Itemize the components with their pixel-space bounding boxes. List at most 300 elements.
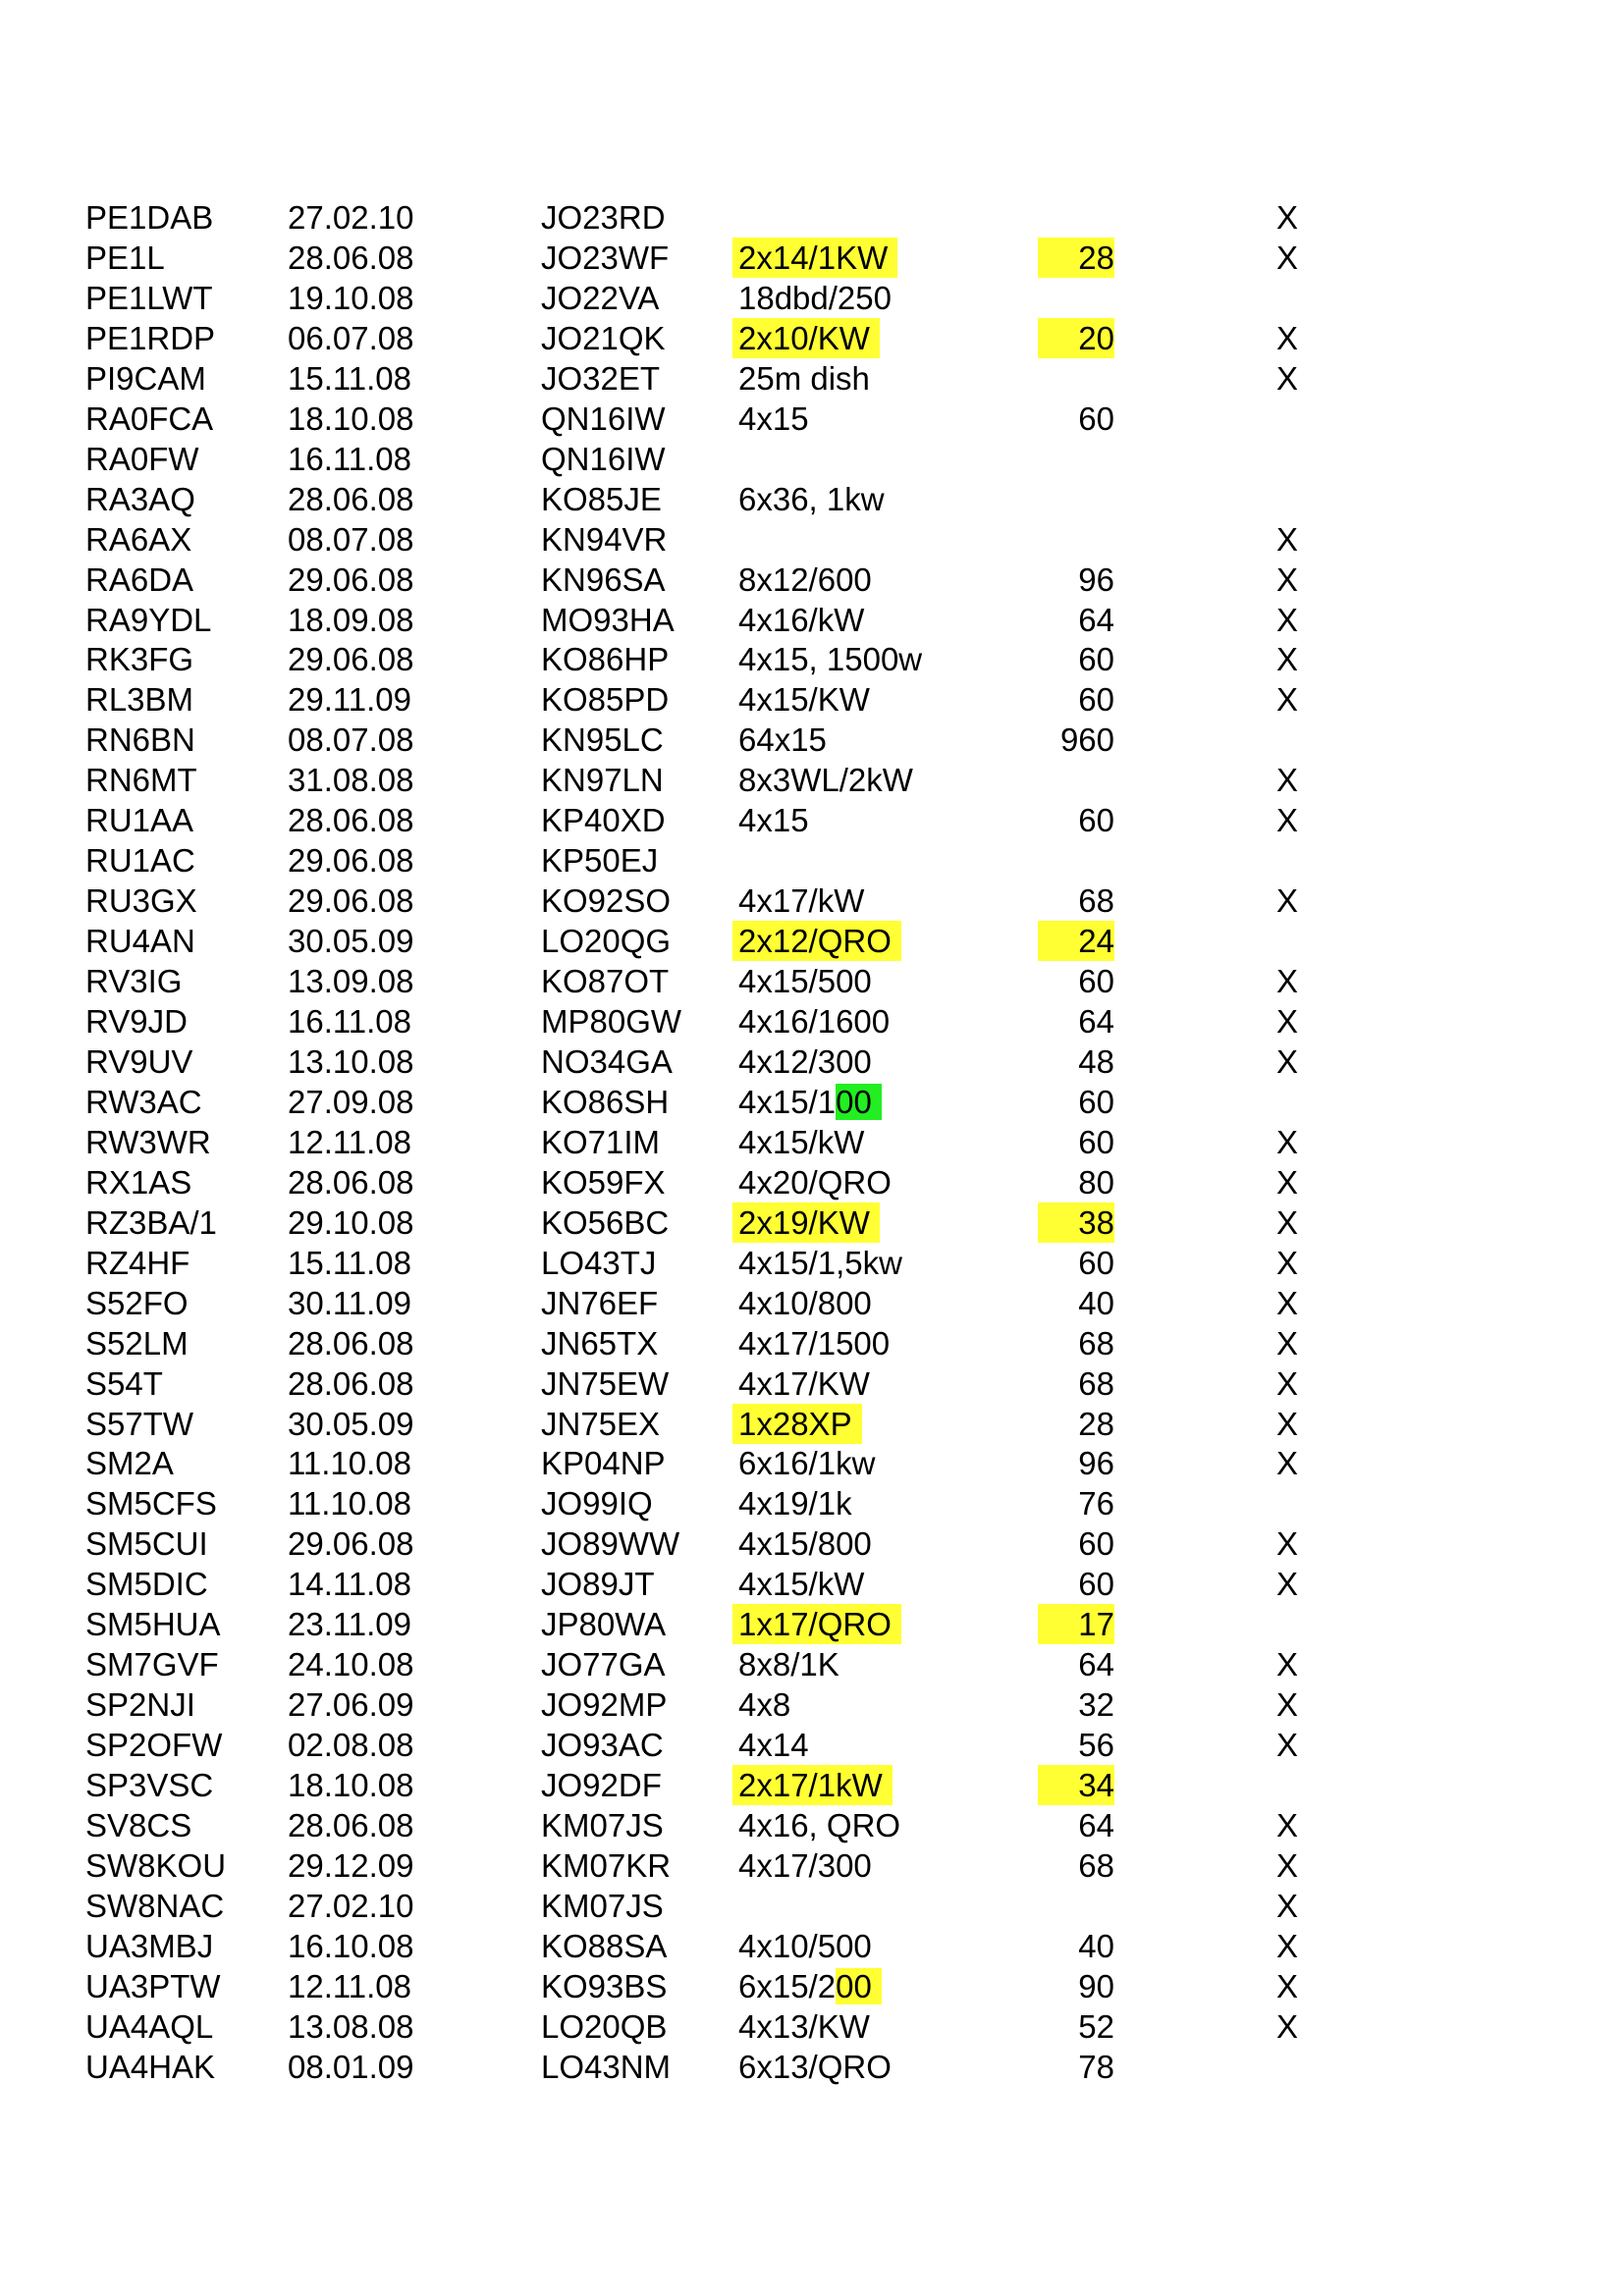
callsign-cell: RV3IG	[85, 963, 183, 1000]
antenna-text: 4x15/kW	[738, 1566, 865, 1603]
table-row	[0, 1966, 1623, 2006]
element-count-cell: 60	[1078, 1123, 1114, 1160]
confirmed-mark: X	[1276, 1244, 1299, 1281]
element-count-cell: 40	[1078, 1284, 1114, 1321]
callsign-cell: RA0FCA	[85, 400, 214, 437]
locator-cell: KN94VR	[541, 520, 668, 558]
callsign-cell: RZ4HF	[85, 1244, 190, 1281]
confirmed-mark: X	[1276, 199, 1299, 236]
confirmed-mark: X	[1276, 1927, 1299, 1964]
antenna-text: 4x15	[738, 802, 809, 839]
antenna-cell	[738, 479, 885, 519]
antenna-cell	[738, 1162, 892, 1202]
locator-cell: KO92SO	[541, 882, 672, 920]
table-row	[0, 921, 1623, 961]
element-count-cell: 60	[1078, 641, 1114, 678]
confirmed-mark: X	[1276, 1727, 1299, 1764]
confirmed-mark: X	[1276, 963, 1299, 1000]
antenna-cell	[738, 358, 870, 399]
confirmed-mark: X	[1276, 1967, 1299, 2004]
element-count-cell: 96	[1078, 561, 1114, 598]
element-count-cell: 68	[1078, 1846, 1114, 1884]
antenna-text: 4x12/300	[738, 1042, 872, 1080]
table-row	[0, 961, 1623, 1001]
callsign-cell: S52LM	[85, 1324, 189, 1362]
date-cell: 30.05.09	[288, 923, 414, 960]
date-cell: 30.05.09	[288, 1405, 414, 1442]
date-cell: 29.06.08	[288, 561, 414, 598]
callsign-cell: RU1AC	[85, 842, 195, 880]
callsign-cell: SW8NAC	[85, 1887, 225, 1924]
confirmed-mark: X	[1276, 681, 1299, 719]
antenna-cell	[738, 1483, 852, 1523]
antenna-cell	[738, 760, 913, 800]
antenna-text: 4x16/1600	[738, 1003, 891, 1040]
antenna-cell	[738, 1323, 890, 1363]
locator-cell: JN75EX	[541, 1405, 661, 1442]
antenna-cell	[738, 278, 892, 318]
table-row	[0, 560, 1623, 600]
locator-cell: JO32ET	[541, 359, 661, 397]
date-cell: 29.10.08	[288, 1203, 414, 1241]
locator-cell: KP50EJ	[541, 842, 659, 880]
antenna-text: 4x20/QRO	[738, 1163, 892, 1201]
table-row	[0, 197, 1623, 238]
locator-cell: LO43TJ	[541, 1244, 657, 1281]
table-row	[0, 1523, 1623, 1564]
date-cell: 08.01.09	[288, 2048, 414, 2085]
callsign-cell: RU4AN	[85, 923, 195, 960]
confirmed-mark: X	[1276, 2007, 1299, 2045]
table-row	[0, 1323, 1623, 1363]
locator-cell: JO92MP	[541, 1686, 668, 1724]
table-row	[0, 679, 1623, 720]
antenna-text: 4x10/500	[738, 1927, 872, 1964]
callsign-cell: SP2OFW	[85, 1727, 223, 1764]
table-row	[0, 1564, 1623, 1604]
confirmed-mark: X	[1276, 1887, 1299, 1924]
antenna-text: 4x15	[738, 400, 809, 437]
callsign-cell: RA6AX	[85, 520, 192, 558]
table-row	[0, 800, 1623, 840]
element-count-cell: 38	[1038, 1202, 1114, 1243]
antenna-text: 4x16/kW	[738, 601, 865, 638]
confirmed-mark: X	[1276, 762, 1299, 799]
date-cell: 28.06.08	[288, 1807, 414, 1843]
antenna-cell	[732, 1765, 893, 1805]
antenna-cell	[738, 1041, 872, 1082]
element-count-cell: 90	[1078, 1967, 1114, 2004]
table-row	[0, 1765, 1623, 1805]
date-cell: 15.11.08	[288, 1244, 412, 1281]
callsign-cell: RX1AS	[85, 1163, 192, 1201]
confirmed-mark: X	[1276, 1525, 1299, 1563]
antenna-cell	[738, 1926, 872, 1966]
antenna-text: 8x3WL/2kW	[738, 762, 913, 799]
table-row	[0, 1243, 1623, 1283]
antenna-text: 4x10/800	[738, 1284, 872, 1321]
date-cell: 29.06.08	[288, 882, 414, 920]
table-row	[0, 1644, 1623, 1684]
table-row	[0, 1483, 1623, 1523]
locator-cell: KO85PD	[541, 681, 670, 719]
antenna-cell	[738, 1001, 890, 1041]
antenna-cell	[738, 1443, 875, 1483]
table-row	[0, 1202, 1623, 1243]
locator-cell: KP04NP	[541, 1445, 666, 1482]
callsign-cell: SW8KOU	[85, 1846, 227, 1884]
callsign-cell: S57TW	[85, 1405, 194, 1442]
antenna-cell	[738, 1363, 870, 1404]
confirmed-mark: X	[1276, 601, 1299, 638]
locator-cell: KM07JS	[541, 1887, 664, 1924]
date-cell: 29.11.09	[288, 681, 412, 719]
date-cell: 29.06.08	[288, 842, 414, 880]
antenna-cell	[738, 600, 864, 640]
locator-cell: MP80GW	[541, 1003, 682, 1040]
callsign-cell: SV8CS	[85, 1807, 192, 1843]
antenna-cell	[738, 1644, 839, 1684]
confirmed-mark: X	[1276, 1646, 1299, 1683]
antenna-text: 8x8/1K	[738, 1646, 839, 1683]
date-cell: 11.10.08	[288, 1485, 412, 1522]
locator-cell: JO23RD	[541, 199, 666, 236]
element-count-cell: 56	[1078, 1727, 1114, 1764]
element-count-cell: 32	[1078, 1686, 1114, 1724]
locator-cell: KO85JE	[541, 480, 662, 517]
antenna-highlight-segment: 00	[836, 1968, 882, 2004]
callsign-cell: PE1L	[85, 239, 165, 276]
locator-cell: JP80WA	[541, 1606, 667, 1643]
antenna-text: 4x8	[738, 1686, 791, 1724]
table-row	[0, 278, 1623, 318]
callsign-cell: RA9YDL	[85, 601, 212, 638]
confirmed-mark: X	[1276, 1364, 1299, 1402]
locator-cell: MO93HA	[541, 601, 675, 638]
date-cell: 29.06.08	[288, 641, 414, 678]
locator-cell: QN16IW	[541, 400, 666, 437]
antenna-text: 6x15/2	[738, 1967, 837, 2004]
table-row	[0, 881, 1623, 921]
confirmed-mark: X	[1276, 882, 1299, 920]
callsign-cell: UA4AQL	[85, 2007, 214, 2045]
confirmed-mark: X	[1276, 1846, 1299, 1884]
element-count-cell: 64	[1078, 1807, 1114, 1843]
table-row	[0, 1926, 1623, 1966]
callsign-cell: RW3WR	[85, 1123, 211, 1160]
date-cell: 31.08.08	[288, 762, 414, 799]
antenna-text: 4x15, 1500w	[738, 641, 923, 678]
date-cell: 28.06.08	[288, 480, 414, 517]
locator-cell: NO34GA	[541, 1042, 673, 1080]
antenna-cell	[738, 1845, 872, 1886]
element-count-cell: 68	[1078, 882, 1114, 920]
callsign-cell: RL3BM	[85, 681, 194, 719]
antenna-text: 4x17/1500	[738, 1324, 891, 1362]
table-row	[0, 1162, 1623, 1202]
antenna-text: 4x14	[738, 1727, 809, 1764]
antenna-cell	[738, 1805, 900, 1845]
date-cell: 27.06.09	[288, 1686, 414, 1724]
antenna-highlight-segment: 00	[836, 1084, 882, 1120]
callsign-cell: SP2NJI	[85, 1686, 195, 1724]
date-cell: 16.11.08	[288, 440, 412, 477]
confirmed-mark: X	[1276, 641, 1299, 678]
table-row	[0, 1886, 1623, 1926]
callsign-cell: RU1AA	[85, 802, 194, 839]
callsign-cell: SM5DIC	[85, 1566, 208, 1603]
locator-cell: QN16IW	[541, 440, 666, 477]
table-row	[0, 1283, 1623, 1323]
date-cell: 14.11.08	[288, 1566, 412, 1603]
table-row	[0, 479, 1623, 519]
confirmed-mark: X	[1276, 1203, 1299, 1241]
antenna-text: 2x12/QRO	[738, 923, 892, 960]
callsign-cell: S54T	[85, 1364, 163, 1402]
locator-cell: KO86HP	[541, 641, 670, 678]
antenna-cell	[738, 720, 827, 760]
table-row	[0, 358, 1623, 399]
antenna-cell	[738, 2047, 892, 2087]
date-cell: 06.07.08	[288, 319, 414, 356]
locator-cell: KO59FX	[541, 1163, 666, 1201]
date-cell: 08.07.08	[288, 520, 414, 558]
element-count-cell: 52	[1078, 2007, 1114, 2045]
locator-cell: KO88SA	[541, 1927, 668, 1964]
confirmed-mark: X	[1276, 1284, 1299, 1321]
antenna-cell	[738, 560, 872, 600]
locator-cell: KO56BC	[541, 1203, 670, 1241]
antenna-cell	[732, 318, 880, 358]
date-cell: 27.02.10	[288, 1887, 414, 1924]
locator-cell: KM07KR	[541, 1846, 672, 1884]
element-count-cell: 80	[1078, 1163, 1114, 1201]
antenna-cell	[738, 1283, 872, 1323]
element-count-cell: 960	[1059, 721, 1114, 759]
locator-cell: JN75EW	[541, 1364, 670, 1402]
antenna-text: 4x15/kW	[738, 1123, 865, 1160]
table-row	[0, 399, 1623, 439]
date-cell: 27.02.10	[288, 199, 414, 236]
antenna-text: 6x36, 1kw	[738, 480, 885, 517]
callsign-cell: PE1LWT	[85, 279, 213, 316]
callsign-cell: S52FO	[85, 1284, 189, 1321]
date-cell: 18.09.08	[288, 601, 414, 638]
confirmed-mark: X	[1276, 319, 1299, 356]
table-row	[0, 1363, 1623, 1404]
table-row	[0, 1443, 1623, 1483]
antenna-cell	[738, 1725, 809, 1765]
callsign-cell: SM7GVF	[85, 1646, 219, 1683]
callsign-cell: SM5CFS	[85, 1485, 217, 1522]
locator-cell: JN76EF	[541, 1284, 659, 1321]
element-count-cell: 60	[1078, 1525, 1114, 1563]
callsign-cell: SM2A	[85, 1445, 174, 1482]
table-row	[0, 840, 1623, 881]
locator-cell: JO89WW	[541, 1525, 680, 1563]
date-cell: 16.10.08	[288, 1927, 414, 1964]
date-cell: 02.08.08	[288, 1727, 414, 1764]
element-count-cell: 64	[1078, 1003, 1114, 1040]
locator-cell: JO92DF	[541, 1767, 662, 1804]
confirmed-mark: X	[1276, 1807, 1299, 1843]
locator-cell: KN95LC	[541, 721, 664, 759]
antenna-text: 2x17/1kW	[738, 1767, 883, 1804]
locator-cell: KO93BS	[541, 1967, 668, 2004]
antenna-cell	[738, 1564, 864, 1604]
table-row	[0, 1604, 1623, 1644]
element-count-cell: 24	[1038, 921, 1114, 961]
element-count-cell: 28	[1038, 238, 1114, 278]
date-cell: 27.09.08	[288, 1083, 414, 1120]
antenna-text: 8x12/600	[738, 561, 872, 598]
callsign-cell: RK3FG	[85, 641, 194, 678]
callsign-cell: UA4HAK	[85, 2048, 216, 2085]
antenna-text: 4x13/KW	[738, 2007, 870, 2045]
antenna-cell	[738, 961, 872, 1001]
callsign-cell: RW3AC	[85, 1083, 202, 1120]
locator-cell: JN65TX	[541, 1324, 659, 1362]
confirmed-mark: X	[1276, 1445, 1299, 1482]
date-cell: 18.10.08	[288, 400, 414, 437]
date-cell: 13.10.08	[288, 1042, 414, 1080]
table-row	[0, 1001, 1623, 1041]
locator-cell: JO77GA	[541, 1646, 666, 1683]
table-row	[0, 1404, 1623, 1444]
element-count-cell: 96	[1078, 1445, 1114, 1482]
element-count-cell: 60	[1078, 681, 1114, 719]
antenna-cell	[738, 1082, 882, 1122]
antenna-text: 4x17/300	[738, 1846, 872, 1884]
element-count-cell: 60	[1078, 1083, 1114, 1120]
antenna-cell	[732, 921, 901, 961]
table-row	[0, 318, 1623, 358]
confirmed-mark: X	[1276, 1405, 1299, 1442]
confirmed-mark: X	[1276, 520, 1299, 558]
callsign-cell: PI9CAM	[85, 359, 206, 397]
element-count-cell: 20	[1038, 318, 1114, 358]
date-cell: 28.06.08	[288, 239, 414, 276]
date-cell: 18.10.08	[288, 1767, 414, 1804]
antenna-text: 25m dish	[738, 359, 870, 397]
date-cell: 12.11.08	[288, 1967, 412, 2004]
confirmed-mark: X	[1276, 802, 1299, 839]
locator-cell: LO20QB	[541, 2007, 668, 2045]
date-cell: 29.12.09	[288, 1846, 414, 1884]
antenna-text: 2x14/1KW	[738, 239, 889, 276]
antenna-text: 4x15/800	[738, 1525, 872, 1563]
table-row	[0, 2006, 1623, 2047]
date-cell: 23.11.09	[288, 1606, 412, 1643]
element-count-cell: 60	[1078, 963, 1114, 1000]
locator-cell: LO43NM	[541, 2048, 672, 2085]
callsign-cell: RZ3BA/1	[85, 1203, 217, 1241]
antenna-cell	[732, 1604, 901, 1644]
callsign-cell: RV9JD	[85, 1003, 188, 1040]
locator-cell: JO93AC	[541, 1727, 664, 1764]
confirmed-mark: X	[1276, 1042, 1299, 1080]
element-count-cell: 34	[1038, 1765, 1114, 1805]
table-row	[0, 1805, 1623, 1845]
callsign-cell: RA0FW	[85, 440, 199, 477]
antenna-cell	[732, 1404, 862, 1444]
date-cell: 29.06.08	[288, 1525, 414, 1563]
confirmed-mark: X	[1276, 359, 1299, 397]
element-count-cell: 68	[1078, 1324, 1114, 1362]
date-cell: 08.07.08	[288, 721, 414, 759]
element-count-cell: 28	[1078, 1405, 1114, 1442]
locator-cell: KO86SH	[541, 1083, 670, 1120]
locator-cell: LO20QG	[541, 923, 672, 960]
callsign-cell: UA3PTW	[85, 1967, 221, 2004]
element-count-cell: 64	[1078, 1646, 1114, 1683]
date-cell: 28.06.08	[288, 802, 414, 839]
table-row	[0, 1725, 1623, 1765]
confirmed-mark: X	[1276, 1566, 1299, 1603]
confirmed-mark: X	[1276, 239, 1299, 276]
table-row	[0, 1684, 1623, 1725]
confirmed-mark: X	[1276, 1163, 1299, 1201]
element-count-cell: 60	[1078, 802, 1114, 839]
locator-cell: JO89JT	[541, 1566, 655, 1603]
antenna-cell	[738, 1243, 902, 1283]
locator-cell: KO71IM	[541, 1123, 661, 1160]
antenna-cell	[732, 1202, 880, 1243]
table-row	[0, 639, 1623, 679]
locator-cell: KM07JS	[541, 1807, 664, 1843]
locator-cell: KP40XD	[541, 802, 666, 839]
confirmed-mark: X	[1276, 1324, 1299, 1362]
antenna-text: 18dbd/250	[738, 279, 892, 316]
element-count-cell: 78	[1078, 2048, 1114, 2085]
antenna-text: 4x16, QRO	[738, 1807, 901, 1843]
element-count-cell: 60	[1078, 400, 1114, 437]
antenna-text: 1x17/QRO	[738, 1606, 892, 1643]
antenna-text: 4x17/KW	[738, 1364, 870, 1402]
callsign-cell: UA3MBJ	[85, 1927, 214, 1964]
table-row	[0, 2047, 1623, 2087]
table-row	[0, 1041, 1623, 1082]
date-cell: 19.10.08	[288, 279, 414, 316]
table-row	[0, 760, 1623, 800]
date-cell: 28.06.08	[288, 1364, 414, 1402]
antenna-cell	[738, 399, 809, 439]
locator-cell: KO87OT	[541, 963, 670, 1000]
locator-cell: JO22VA	[541, 279, 660, 316]
callsign-cell: PE1RDP	[85, 319, 216, 356]
table-row	[0, 1082, 1623, 1122]
locator-cell: JO21QK	[541, 319, 666, 356]
callsign-cell: RU3GX	[85, 882, 197, 920]
date-cell: 13.09.08	[288, 963, 414, 1000]
antenna-cell	[738, 1684, 790, 1725]
antenna-text: 4x15/1,5kw	[738, 1244, 902, 1281]
confirmed-mark: X	[1276, 1686, 1299, 1724]
antenna-cell	[738, 679, 870, 720]
callsign-cell: RN6MT	[85, 762, 197, 799]
locator-cell: KN97LN	[541, 762, 664, 799]
antenna-text: 1x28XP	[738, 1405, 852, 1442]
element-count-cell: 68	[1078, 1364, 1114, 1402]
antenna-text: 4x15/500	[738, 963, 872, 1000]
table-row	[0, 720, 1623, 760]
table-row	[0, 1845, 1623, 1886]
antenna-cell	[738, 1122, 864, 1162]
antenna-cell	[738, 881, 864, 921]
locator-cell: KN96SA	[541, 561, 666, 598]
antenna-text: 4x15/1	[738, 1083, 837, 1120]
callsign-cell: SM5CUI	[85, 1525, 208, 1563]
